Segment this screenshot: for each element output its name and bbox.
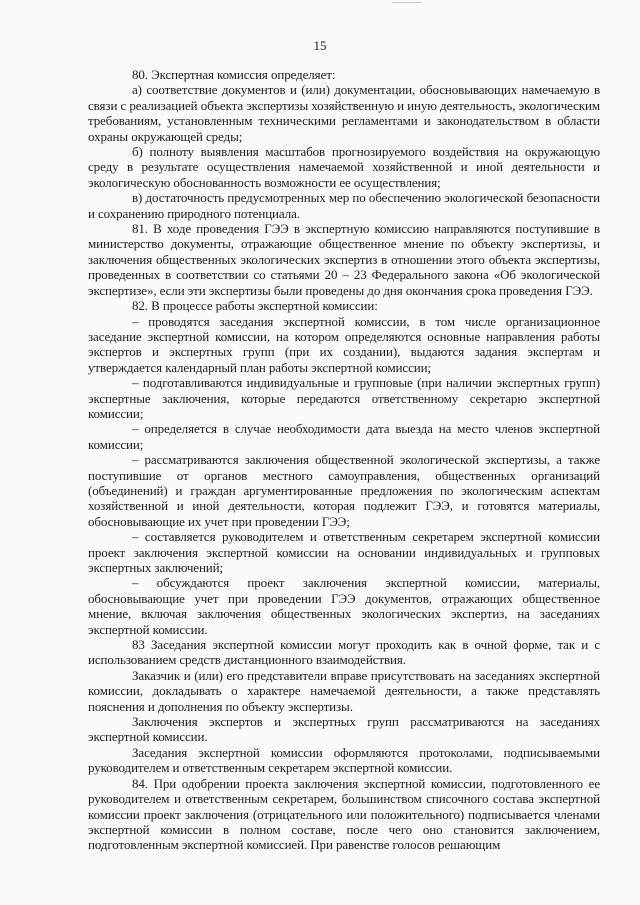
paragraph-80-c: в) достаточность предусмотренных мер по обеспечению экологической безопасности и сохранению природного потенциала. [88,190,600,221]
paragraph-80-b: б) полноту выявления масштабов прогнозируемого воздействия на окружающую среду в результате осуществления намечаемой хозяйственной и иной деятельности и экологическую обоснованность возможности ее осуществления; [88,144,600,190]
paragraph-83-protocols: Заседания экспертной комиссии оформляются протоколами, подписываемыми руководителем и ответственным секретарем экспертной комиссии. [88,744,600,776]
scan-edge-mark [392,2,422,3]
paragraph-82-intro: 82. В процессе работы экспертной комиссии: [132,298,378,314]
list-item-expert-conclusions: – подготавливаются индивидуальные и групповые (при наличии экспертных групп) экспертные заключения, которые передаются ответственному секретарю экспертной комиссии; [88,375,600,421]
document-body [88,67,600,853]
paragraph-84: 84. При одобрении проекта заключения экспертной комиссии, подготовленного ее руководителем и ответственным секретарем, большинством списочного состава экспертной комиссии проект заключения (отрицательного или положительного) подписывается членами экспертной комиссии в полном составе, после чего оно становится заключением, подготовленным экспертной комиссией. При равенстве голосов решающим [88,775,600,853]
page-number: 15 [313,38,327,53]
paragraph-80-a: а) соответствие документов и (или) документации, обосновывающих намечаемую в связи с реализацией объекта экспертизы хозяйственную и иную деятельность, экологическим требованиям, установленным техническими регламентами и законодательством в области охраны окружающей среды; [88,82,600,144]
paragraph-80-intro: 80. Экспертная комиссия определяет: [132,67,336,82]
list-item-public-review: – рассматриваются заключения общественной экологической экспертизы, а также поступившие от органов местного самоуправления, общественных организаций (объединений) и граждан аргументированные предложения по экологическим аспектам хозяйственной и иной деятельности, которая подлежит ГЭЭ, и готовятся материалы, обосновывающие их учет при проведении ГЭЭ; [88,452,600,529]
paragraph-83-conclusions: Заключения экспертов и экспертных групп рассматриваются на заседаниях экспертной комиссии. [88,714,600,745]
paragraph-83: 83 Заседания экспертной комиссии могут проходить как в очной форме, так и с использованием средств дистанционного взаимодействия. [88,637,600,668]
paragraph-81: 81. В ходе проведения ГЭЭ в экспертную комиссию направляются поступившие в министерство документы, отражающие общественное мнение по объекту экспертизы, и заключения общественных экологических экспертиз в отношении этого объекта экспертизы, проведенных в соответствии со статьями 20 – 23 Федерального закона «Об экологической экспертизе», если эти экспертизы были проведены до дня окончания срока проведения ГЭЭ. [88,221,600,298]
list-item-discussion: – обсуждаются проект заключения экспертной комиссии, материалы, обосновывающие учет при проведении ГЭЭ документов, отражающих общественное мнение, включая заключения общественных экологических экспертиз, на заседаниях экспертной комиссии. [88,575,600,637]
list-item-meetings: – проводятся заседания экспертной комиссии, в том числе организационное заседание экспертной комиссии, на котором определяются основные направления работы экспертов и экспертных групп (при их создании), выдаются задания экспертам и утверждается календарный план работы экспертной комиссии; [88,313,600,375]
list-item-draft-conclusion: – составляется руководителем и ответственным секретарем экспертной комиссии проект заключения экспертной комиссии на основании индивидуальных и групповых экспертных заключений; [88,529,600,575]
paragraph-83-customer: Заказчик и (или) его представители вправе присутствовать на заседаниях экспертной комиссии, докладывать о характере намечаемой деятельности, а также представлять пояснения и дополнения по объекту экспертизы. [88,667,600,714]
list-item-site-visit: – определяется в случае необходимости дата выезда на место членов экспертной комиссии; [88,421,600,452]
